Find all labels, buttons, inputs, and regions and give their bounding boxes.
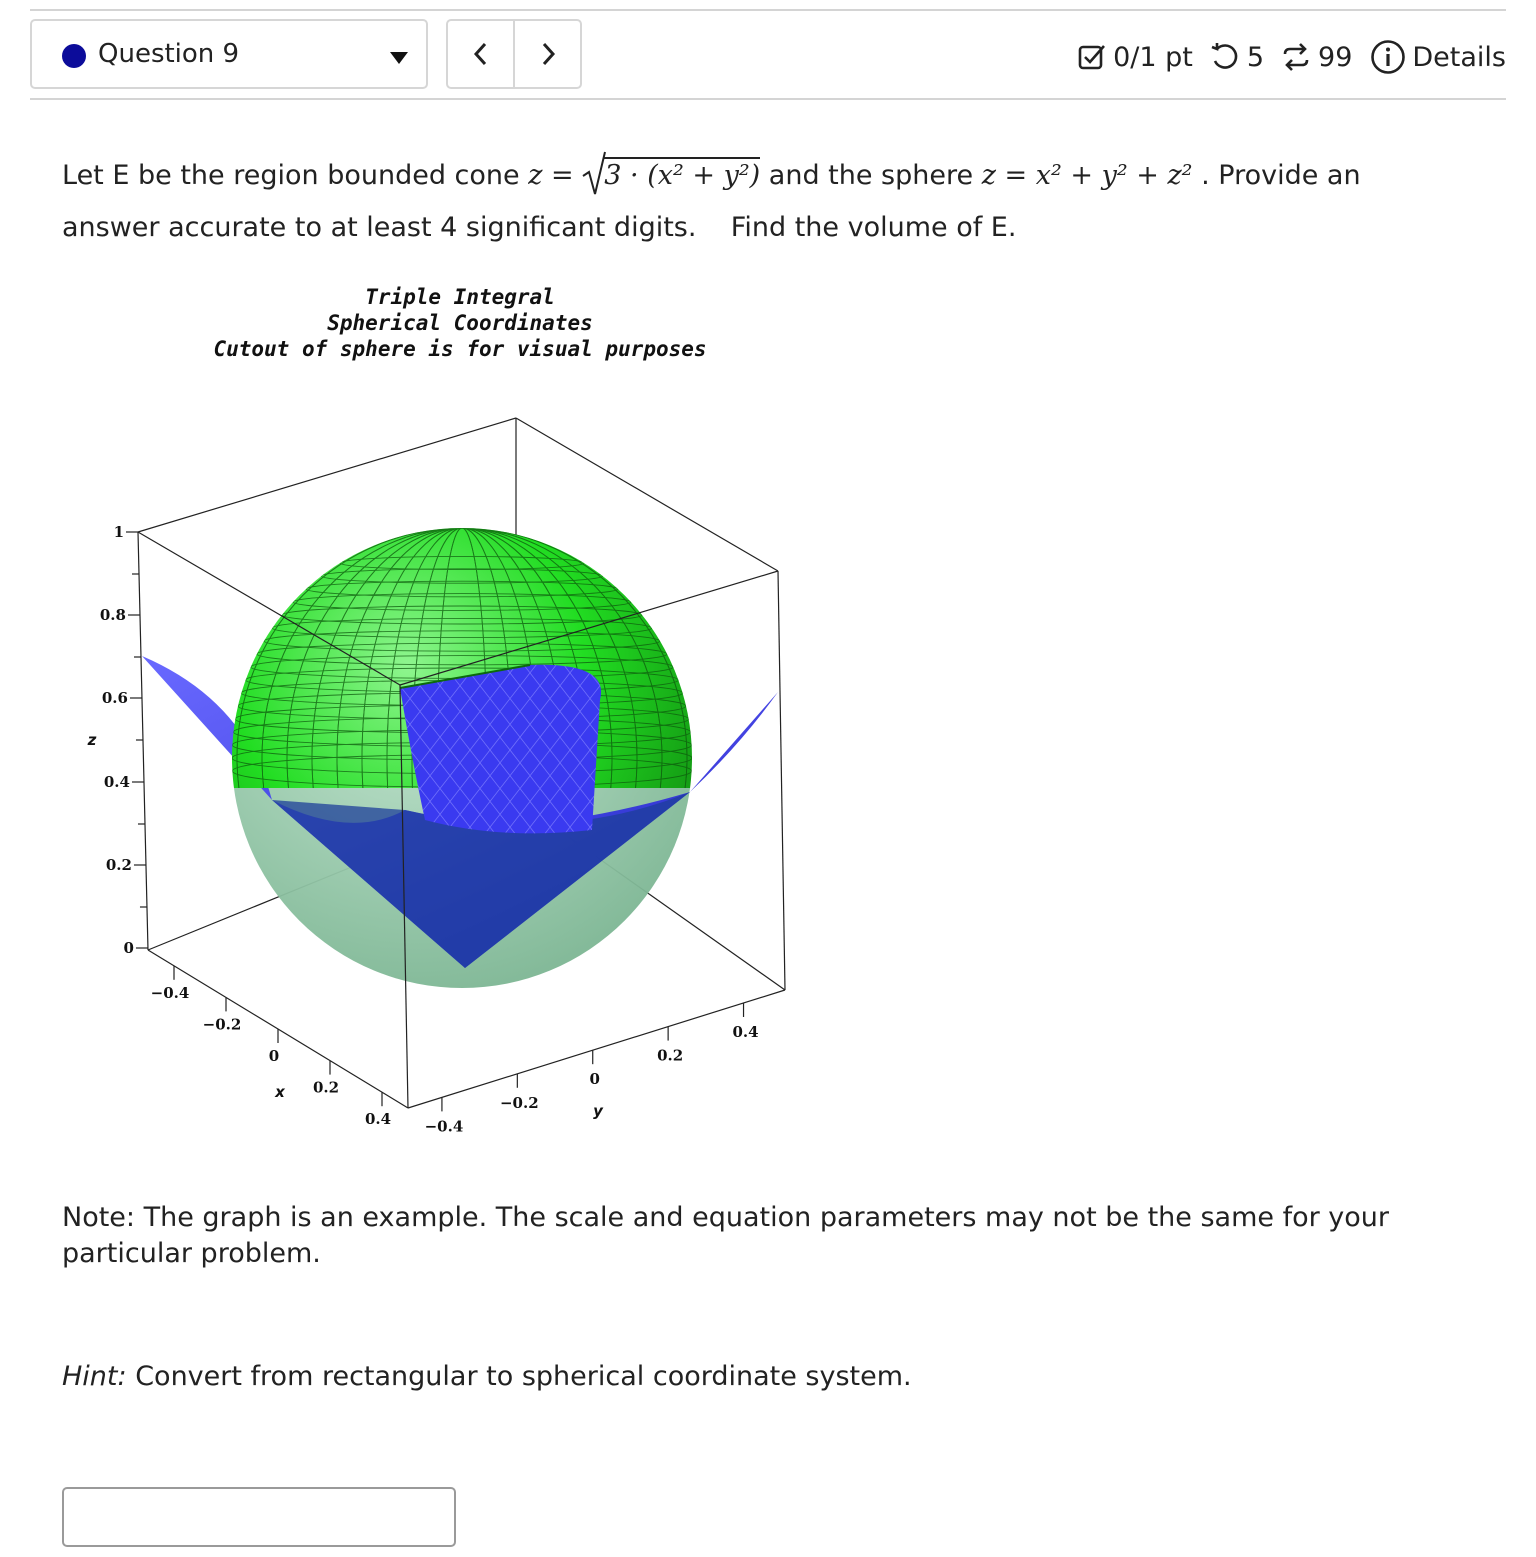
z-tick-label: 0.8 — [99, 606, 126, 624]
question-label: Question 9 — [98, 39, 240, 69]
top-divider — [30, 9, 1506, 11]
attempts-count: 5 — [1246, 41, 1265, 73]
y-axis-label: y — [593, 1102, 603, 1120]
problem-tail: . Provide an — [1201, 160, 1361, 191]
y-tick-label: −0.4 — [424, 1117, 464, 1136]
x-tick-label: −0.2 — [202, 1015, 242, 1034]
status-dot-icon — [62, 44, 86, 68]
attempts-indicator — [1209, 42, 1264, 73]
next-question-button[interactable] — [513, 21, 580, 87]
sphere-lhs: z = — [981, 160, 1028, 191]
refresh-versions-icon — [1280, 42, 1312, 72]
problem-line-2 — [62, 202, 1482, 254]
header-divider — [30, 98, 1506, 100]
chevron-left-icon — [472, 41, 490, 67]
z-tick-label: 0.4 — [103, 773, 130, 791]
question-nav — [446, 19, 582, 89]
checkbox-score-icon — [1077, 42, 1107, 72]
z-axis-label: z — [87, 731, 97, 749]
x-tick-label: 0 — [268, 1047, 280, 1065]
hint-text: Convert from rectangular to spherical coordinate system. — [135, 1361, 912, 1392]
cone-lhs: z = — [528, 160, 574, 191]
figure-title-2: Spherical Coordinates — [327, 311, 593, 335]
x-tick-label: 0.2 — [312, 1078, 340, 1097]
caret-down-icon — [390, 52, 408, 64]
x-tick-label: 0.4 — [364, 1110, 392, 1129]
sqrt-icon — [582, 144, 606, 196]
note-block — [62, 1200, 1482, 1272]
cone-rhs — [582, 150, 760, 202]
cone-radicand: 3 · (x² + y²) — [604, 157, 760, 191]
problem-precision: answer accurate to at least 4 significant digits. — [62, 212, 697, 243]
answer-input[interactable] — [62, 1487, 456, 1547]
note-text: The graph is an example. The scale and equation parameters may not be the same for your particular problem. — [62, 1202, 1389, 1269]
z-tick-label: 1 — [113, 523, 124, 541]
question-status-bar — [1065, 33, 1506, 81]
y-tick-label: −0.2 — [499, 1093, 539, 1112]
info-icon — [1370, 39, 1406, 75]
z-tick-label: 0 — [123, 939, 134, 957]
score-text: 0/1 pt — [1113, 41, 1193, 73]
hint-block — [62, 1358, 1482, 1396]
x-tick-label: −0.4 — [150, 983, 190, 1002]
y-tick-label: 0.4 — [732, 1022, 759, 1041]
previous-question-button[interactable] — [448, 21, 513, 87]
versions-count: 99 — [1318, 41, 1353, 73]
problem-intro: Let E be the region bounded cone — [62, 160, 520, 191]
z-tick-label: 0.2 — [105, 856, 132, 874]
note-label: Note: — [62, 1202, 136, 1233]
versions-indicator — [1280, 42, 1352, 73]
hint-label: Hint: — [62, 1361, 127, 1392]
score-indicator — [1077, 42, 1193, 73]
details-label: Details — [1412, 41, 1506, 73]
y-tick-label: 0.2 — [657, 1046, 684, 1065]
retry-icon — [1209, 42, 1241, 72]
problem-task: Find the volume of E. — [730, 212, 1017, 243]
problem-line-1 — [62, 150, 1482, 202]
figure-title-3: Cutout of sphere is for visual purposes — [213, 337, 707, 361]
triple-integral-figure — [0, 400, 800, 1160]
problem-mid: and the sphere — [768, 160, 974, 191]
sphere-rhs: x² + y² + z² — [1035, 160, 1193, 191]
z-tick-label: 0.6 — [101, 689, 128, 707]
x-axis-label: x — [275, 1083, 285, 1101]
problem-statement — [62, 150, 1482, 254]
figure-title-1: Triple Integral — [365, 285, 555, 309]
question-select[interactable] — [30, 19, 428, 89]
y-tick-label: 0 — [589, 1070, 600, 1089]
chevron-right-icon — [539, 41, 557, 67]
details-button[interactable] — [1370, 39, 1506, 75]
